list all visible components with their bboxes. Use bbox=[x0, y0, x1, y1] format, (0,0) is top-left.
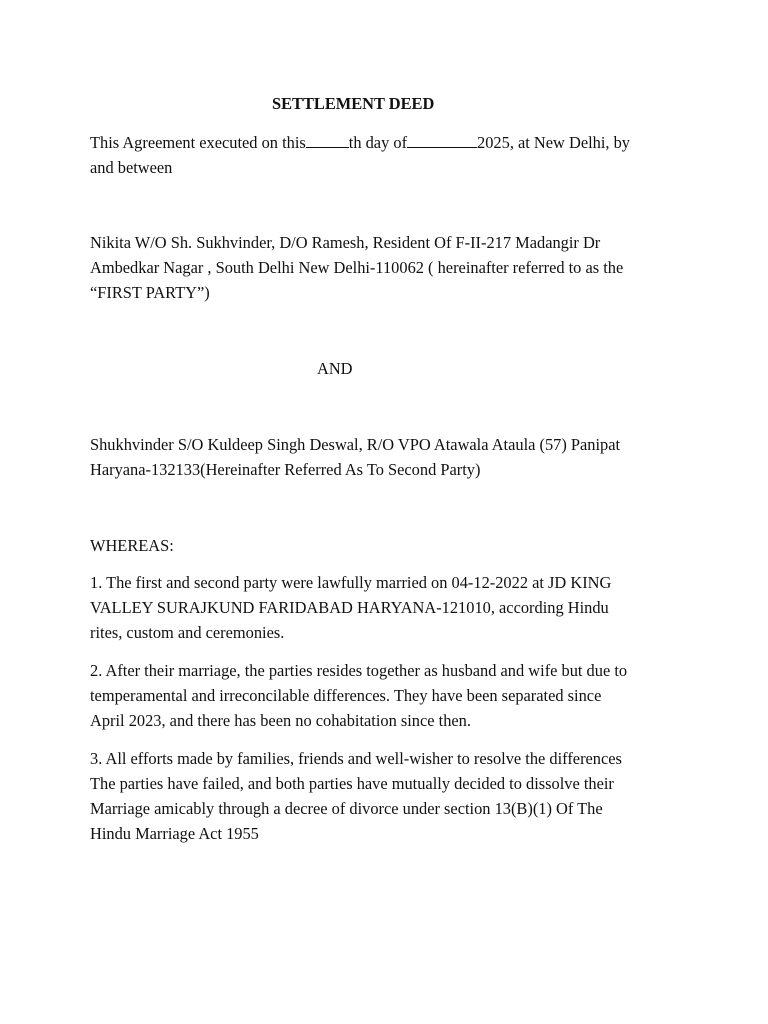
day-blank bbox=[306, 130, 349, 148]
second-party-line-1: Shukhvinder S/O Kuldeep Singh Deswal, R/O VPO Atawala Ataula (57) Panipat bbox=[90, 435, 621, 454]
intro-line-2: and between bbox=[90, 158, 173, 177]
and-separator: AND bbox=[317, 359, 353, 378]
clause-1-line-3: rites, custom and ceremonies. bbox=[90, 623, 285, 642]
clause-3-line-4: Hindu Marriage Act 1955 bbox=[90, 824, 259, 843]
clause-2-line-1: 2. After their marriage, the parties resides together as husband and wife but due to bbox=[90, 661, 628, 680]
first-party-line-2: Ambedkar Nagar , South Delhi New Delhi-110062 ( hereinafter referred to as the bbox=[90, 258, 624, 277]
whereas-heading: WHEREAS: bbox=[90, 536, 174, 555]
clause-2-line-2: temperamental and irreconcilable differences. They have been separated since bbox=[90, 686, 602, 705]
document-title: SETTLEMENT DEED bbox=[272, 94, 435, 113]
clause-1-line-2: VALLEY SURAJKUND FARIDABAD HARYANA-121010, according Hindu bbox=[90, 598, 609, 617]
second-party-line-2: Haryana-132133(Hereinafter Referred As To Second Party) bbox=[90, 460, 481, 479]
clause-3-line-1: 3. All efforts made by families, friends and well-wisher to resolve the differences bbox=[90, 749, 622, 768]
first-party-line-3: “FIRST PARTY”) bbox=[90, 283, 210, 302]
clause-1-line-1: 1. The first and second party were lawfully married on 04-12-2022 at JD KING bbox=[90, 573, 612, 592]
intro-text-3: 2025, at New Delhi, by bbox=[477, 133, 630, 152]
intro-text-2: th day of bbox=[348, 133, 408, 152]
intro-line-1 bbox=[90, 130, 630, 155]
clause-3-line-2: The parties have failed, and both parties have mutually decided to dissolve their bbox=[90, 774, 614, 793]
month-blank bbox=[407, 130, 477, 148]
intro-text-1: This Agreement executed on this bbox=[90, 133, 306, 152]
clause-2-line-3: April 2023, and there has been no cohabitation since then. bbox=[90, 711, 471, 730]
first-party-line-1: Nikita W/O Sh. Sukhvinder, D/O Ramesh, Resident Of F-II-217 Madangir Dr bbox=[90, 233, 601, 252]
clause-3-line-3: Marriage amicably through a decree of divorce under section 13(B)(1) Of The bbox=[90, 799, 603, 818]
